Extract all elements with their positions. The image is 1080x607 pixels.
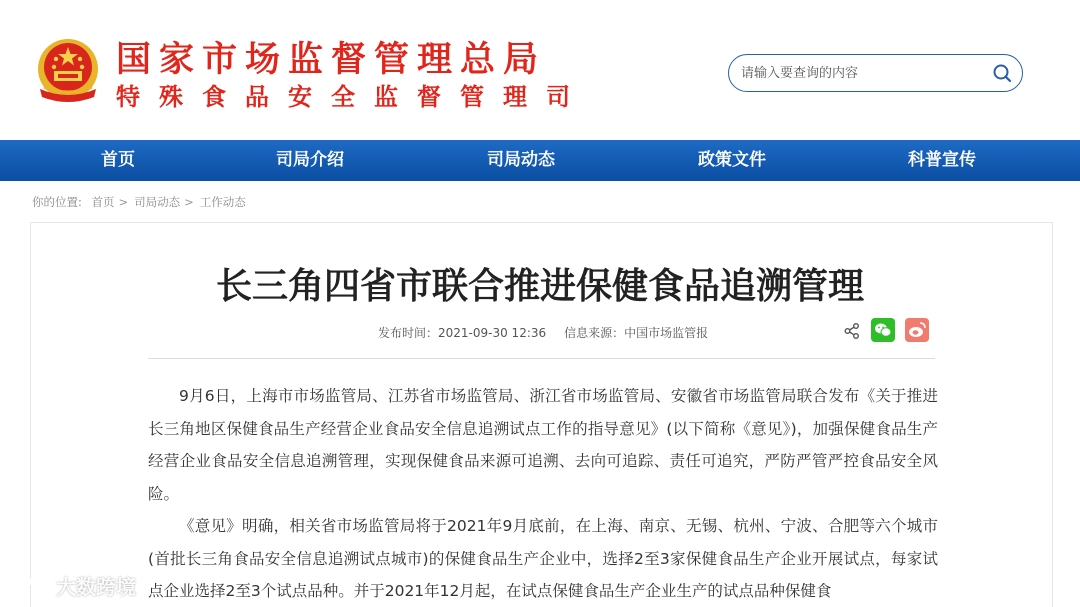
- watermark: [8, 570, 136, 600]
- search-input[interactable]: [741, 63, 981, 83]
- breadcrumb-separator: >: [184, 195, 194, 209]
- share-icon[interactable]: [843, 322, 861, 340]
- nav-item-about[interactable]: 司局介绍: [276, 150, 344, 170]
- breadcrumb-home[interactable]: 首页: [91, 195, 115, 209]
- publish-time: 发布时间：2021-09-30 12:36: [378, 326, 547, 340]
- weibo-icon[interactable]: [905, 318, 929, 342]
- org-name: 国家市场监督管理总局: [116, 40, 547, 80]
- article-meta: [378, 324, 708, 341]
- breadcrumb: [32, 194, 246, 210]
- nav-item-science[interactable]: 科普宣传: [908, 150, 976, 170]
- site-header: [0, 0, 1080, 140]
- main-nav: [0, 140, 1080, 181]
- article-paragraph: 9月6日，上海市市场监管局、江苏省市场监管局、浙江省市场监管局、安徽省市场监管局联合发布《关于推进长三角地区保健食品生产经营企业食品安全信息追溯试点工作的指导意见》(以下简称《意见》)，加强保健食品生产经营企业食品安全信息追溯管理，实现保健食品来源可追溯、去向可追踪、责任可追究，严防严管严控食品安全风险。: [148, 387, 938, 503]
- article-title: 长三角四省市联合推进保健食品追溯管理: [215, 266, 864, 307]
- site-logo-text: [116, 40, 589, 112]
- watermark-text: 大数跨境: [56, 574, 136, 599]
- watermark-logo-icon: [8, 571, 52, 599]
- dept-name: 特殊食品安全监督管理司: [116, 83, 589, 111]
- nav-item-news[interactable]: 司局动态: [487, 150, 555, 170]
- national-emblem-icon: [34, 37, 102, 107]
- nav-item-policies[interactable]: 政策文件: [698, 150, 766, 170]
- article-body: [148, 380, 938, 607]
- meta-divider: [148, 358, 935, 359]
- breadcrumb-work-news[interactable]: 工作动态: [199, 195, 246, 209]
- search-box: [728, 54, 1023, 92]
- search-icon[interactable]: [992, 63, 1012, 83]
- nav-item-home[interactable]: 首页: [101, 150, 135, 170]
- wechat-icon[interactable]: [871, 318, 895, 342]
- breadcrumb-news[interactable]: 司局动态: [134, 195, 181, 209]
- breadcrumb-prefix: 你的位置:: [32, 195, 82, 209]
- breadcrumb-separator: >: [118, 195, 129, 209]
- article-paragraph: 《意见》明确，相关省市场监管局将于2021年9月底前，在上海、南京、无锡、杭州、宁波、合肥等六个城市(首批长三角食品安全信息追溯试点城市)的保健食品生产企业中，选择2至3家保健食品生产企业开展试点，每家试点企业选择2至3个试点品种。并于2021年12月起，在试点保健食品生产企业生产的试点品种保健食: [148, 517, 938, 600]
- info-source: 信息来源：中国市场监管报: [564, 326, 709, 340]
